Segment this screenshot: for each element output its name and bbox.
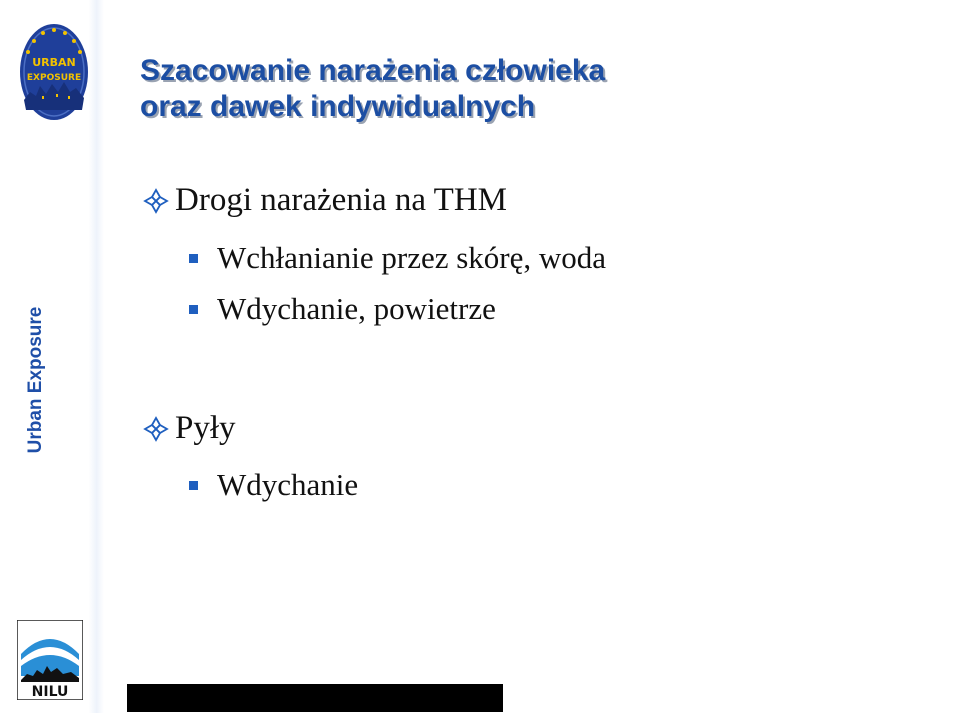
urban-exposure-logo [18,22,90,122]
diamond-bullet-icon [143,188,169,214]
sub-bullet-text: Wdychanie, powietrze [217,291,496,326]
square-bullet-icon [189,305,198,314]
slide-title-line2: oraz dawek indywidualnych [140,90,536,123]
diamond-bullet-icon [143,416,169,442]
nilu-logo [17,620,83,700]
urban-exposure-logo-icon [18,22,90,122]
bullet-text: Drogi narażenia na THM [175,182,508,218]
nilu-logo-text: NILU [31,684,69,700]
vertical-sidebar-label [22,296,50,464]
bullet-dust [143,410,236,447]
slide-title-line1: Szacowanie narażenia człowieka [140,54,606,87]
vertical-sidebar-text: Urban Exposure [25,306,46,454]
footer-bar [127,684,503,712]
sub-bullet-inhalation-air [189,291,496,327]
sub-bullet-text: Wchłanianie przez skórę, woda [217,240,607,275]
sub-bullet-skin-absorption [189,240,606,276]
sub-bullet-inhalation [189,467,358,503]
nilu-logo-icon [17,620,83,700]
sub-bullet-text: Wdychanie [217,467,359,502]
urban-logo-line1: URBAN [32,56,76,69]
square-bullet-icon [189,254,198,263]
sidebar [0,0,104,713]
bullet-exposure-routes [143,182,507,219]
slide-title [140,53,605,125]
bullet-text: Pyły [175,410,236,446]
urban-logo-line2: EXPOSURE [26,73,82,83]
square-bullet-icon [189,481,198,490]
